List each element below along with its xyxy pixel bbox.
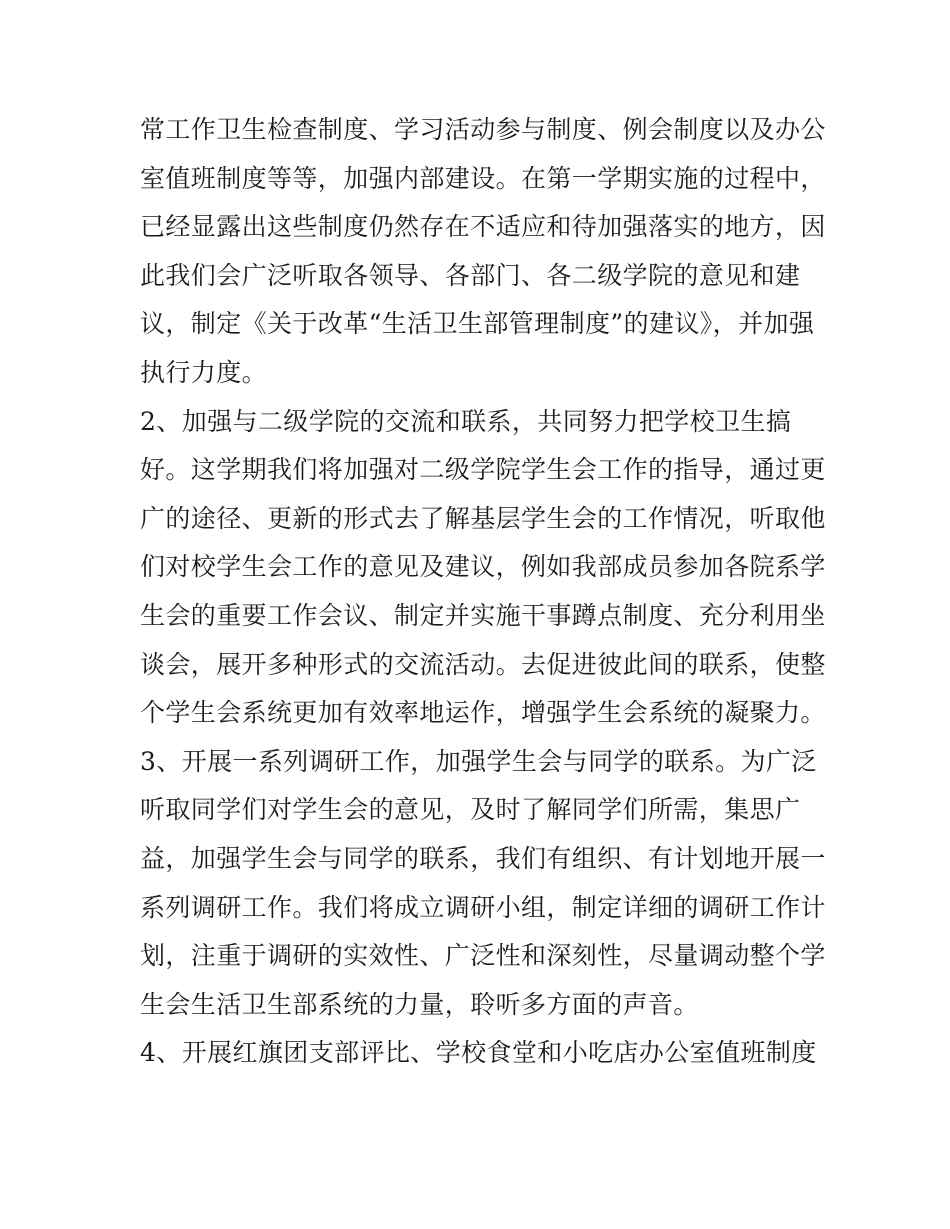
text-line: 个学生会系统更加有效率地运作，增强学生会系统的凝聚力。 [140, 698, 826, 728]
item-2-heading-line: 2、加强与二级学院的交流和联系，共同努力把学校卫生搞 [140, 406, 792, 436]
document-body [140, 106, 826, 1078]
item-4-heading-line: 4、开展红旗团支部评比、学校食堂和小吃店办公室值班制度 [140, 1038, 817, 1068]
text-line: 们对校学生会工作的意见及建议，例如我部成员参加各院系学 [140, 552, 826, 582]
text-line: 好。这学期我们将加强对二级学院学生会工作的指导，通过更 [140, 455, 826, 485]
text-line: 益，加强学生会与同学的联系，我们有组织、有计划地开展一 [140, 843, 826, 873]
text-line: 已经显露出这些制度仍然存在不适应和待加强落实的地方，因 [140, 212, 826, 242]
text-line: 谈会，展开多种形式的交流活动。去促进彼此间的联系，使整 [140, 649, 826, 679]
item-3-heading-line: 3、开展一系列调研工作，加强学生会与同学的联系。为广泛 [140, 746, 817, 776]
text-line: 生会的重要工作会议、制定并实施干事蹲点制度、充分利用坐 [140, 600, 826, 630]
text-line: 系列调研工作。我们将成立调研小组，制定详细的调研工作计 [140, 892, 826, 922]
text-line: 生会生活卫生部系统的力量，聆听多方面的声音。 [140, 989, 699, 1019]
text-line: 执行力度。 [140, 357, 268, 387]
text-line: 此我们会广泛听取各领导、各部门、各二级学院的意见和建 [140, 260, 801, 290]
text-line: 听取同学们对学生会的意见，及时了解同学们所需，集思广 [140, 795, 801, 825]
text-line: 常工作卫生检查制度、学习活动参与制度、例会制度以及办公 [140, 115, 826, 144]
text-line: 广的途径、更新的形式去了解基层学生会的工作情况，听取他 [140, 503, 826, 533]
text-line: 划，注重于调研的实效性、广泛性和深刻性，尽量调动整个学 [140, 941, 826, 971]
text-line: 议，制定《关于改革“生活卫生部管理制度”的建议》，并加强 [140, 309, 815, 339]
text-line: 室值班制度等等，加强内部建设。在第一学期实施的过程中， [140, 163, 826, 193]
